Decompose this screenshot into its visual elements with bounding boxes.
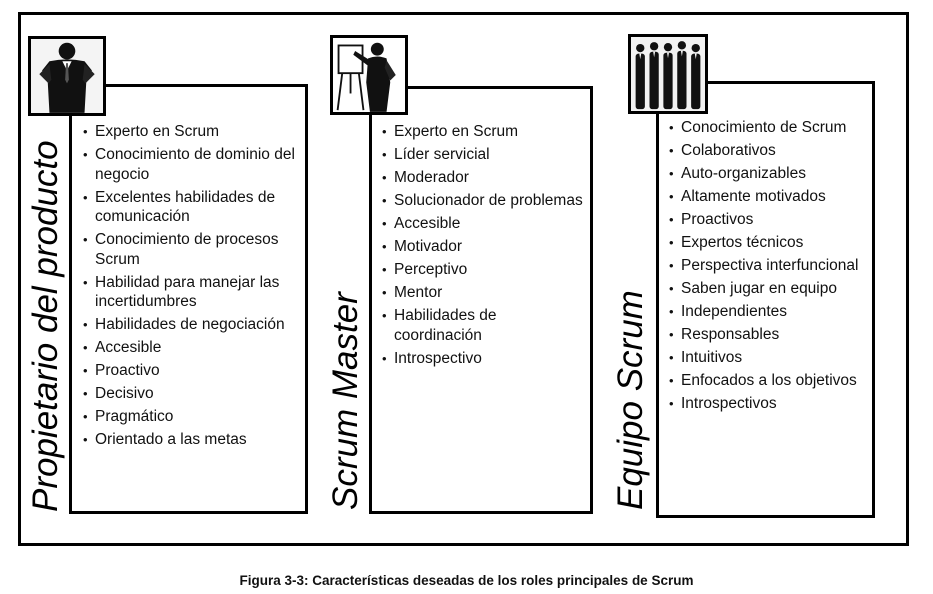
trait-item: • Independientes <box>669 302 872 322</box>
trait-item: • Conocimiento de Scrum <box>669 118 872 138</box>
trait-item: • Saben jugar en equipo <box>669 279 872 299</box>
trait-item: • Conocimiento de procesos Scrum <box>83 230 301 269</box>
product-owner-title: Propietario del producto <box>26 140 65 512</box>
trait-item: • Colaborativos <box>669 141 872 161</box>
trait-item: • Proactivo <box>83 361 301 381</box>
trait-item: • Decisivo <box>83 384 301 404</box>
trait-item: • Habilidades de negociación <box>83 315 301 335</box>
product-owner-traits-box <box>69 84 308 514</box>
scrum-team-title: Equipo Scrum <box>611 290 650 510</box>
trait-item: • Accesible <box>83 338 301 358</box>
trait-item: • Introspectivos <box>669 394 872 414</box>
trait-item: • Perceptivo <box>382 260 587 280</box>
scrum-team-traits-box <box>656 81 875 518</box>
trait-item: • Conocimiento de dominio del negocio <box>83 145 301 184</box>
trait-item: • Introspectivo <box>382 349 587 369</box>
team-group-silhouette-icon <box>628 34 708 114</box>
trait-item: • Enfocados a los objetivos <box>669 371 872 391</box>
product-owner-silhouette-icon <box>28 36 106 116</box>
trait-item: • Accesible <box>382 214 587 234</box>
trait-item: • Moderador <box>382 168 587 188</box>
figure-caption: Figura 3-3: Características deseadas de los roles principales de Scrum <box>239 573 694 588</box>
scrum-master-title: Scrum Master <box>326 292 365 510</box>
trait-item: • Proactivos <box>669 210 872 230</box>
scrum-master-traits-box <box>369 86 593 514</box>
trait-item: • Altamente motivados <box>669 187 872 207</box>
trait-item: • Perspectiva interfuncional <box>669 256 872 276</box>
trait-item: • Habilidades de coordinación <box>382 306 587 345</box>
scrum-team-traits-list <box>669 118 872 417</box>
trait-item: • Excelentes habilidades de comunicación <box>83 188 301 227</box>
trait-item: • Orientado a las metas <box>83 430 301 450</box>
trait-item: • Mentor <box>382 283 587 303</box>
trait-item: • Experto en Scrum <box>83 122 301 142</box>
trait-item: • Líder servicial <box>382 145 587 165</box>
trait-item: • Responsables <box>669 325 872 345</box>
trait-item: • Experto en Scrum <box>382 122 587 142</box>
trait-item: • Auto-organizables <box>669 164 872 184</box>
trait-item: • Expertos técnicos <box>669 233 872 253</box>
scrum-master-traits-list <box>382 122 587 372</box>
trait-item: • Solucionador de problemas <box>382 191 587 211</box>
product-owner-traits-list <box>83 122 301 453</box>
trait-item: • Habilidad para manejar las incertidumbres <box>83 273 301 312</box>
trait-item: • Pragmático <box>83 407 301 427</box>
trait-item: • Intuitivos <box>669 348 872 368</box>
presenter-at-flipchart-icon <box>330 35 408 115</box>
trait-item: • Motivador <box>382 237 587 257</box>
